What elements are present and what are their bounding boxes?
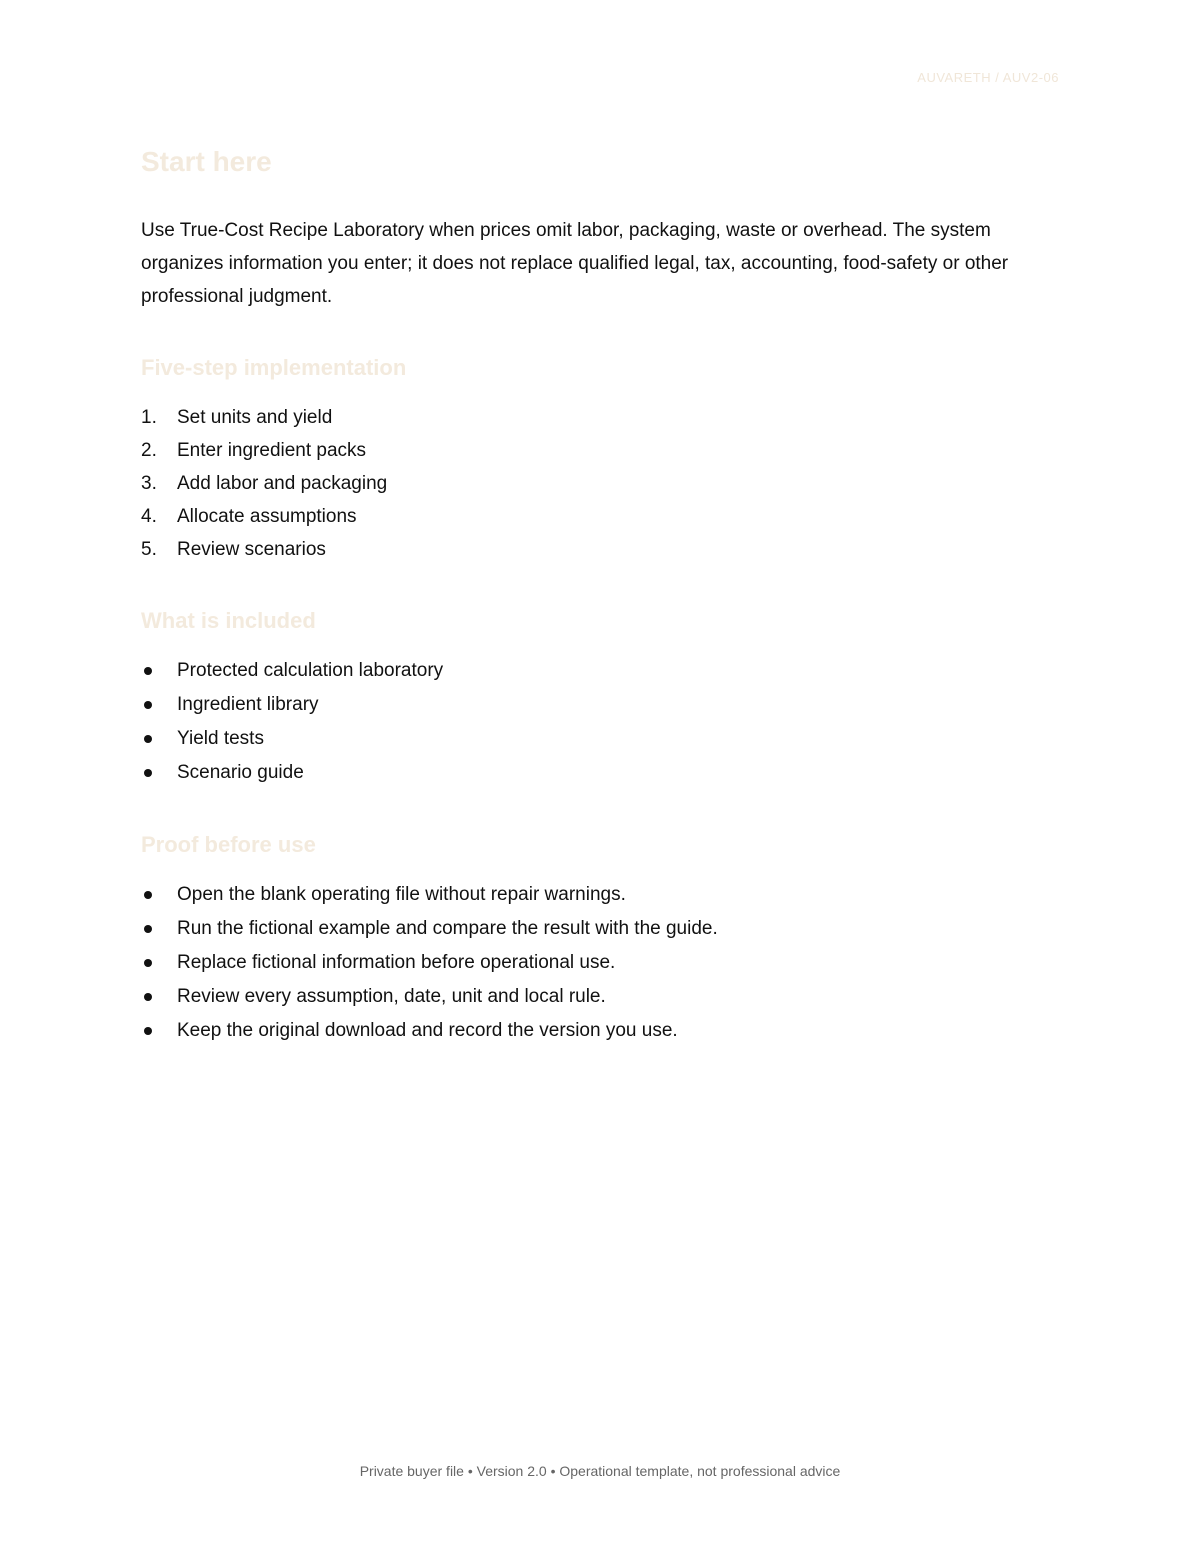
intro-paragraph: Use True-Cost Recipe Laboratory when prices omit labor, packaging, waste or overhead. The system organizes information you enter; it does not replace qualified legal, tax, accounting, food-safety or other professional judgment. [141, 220, 1009, 307]
step-item [141, 401, 1061, 434]
proof-text: Review every assumption, date, unit and local rule. [177, 986, 606, 1007]
bullet-icon [144, 1027, 152, 1035]
proof-text: Run the fictional example and compare the result with the guide. [177, 918, 718, 939]
included-text: Yield tests [177, 728, 264, 749]
proof-text: Replace fictional information before operational use. [177, 952, 616, 973]
included-item [141, 688, 1061, 722]
step-item [141, 467, 1061, 500]
bullet-icon [144, 993, 152, 1001]
bullet-icon [144, 925, 152, 933]
proof-heading: Proof before use [141, 832, 316, 857]
bullet-icon [144, 701, 152, 709]
proof-list [141, 878, 1061, 1048]
step-text: Set units and yield [177, 407, 333, 428]
proof-item [141, 980, 1061, 1014]
included-heading: What is included [141, 608, 316, 633]
page-title: Start here [141, 146, 272, 177]
bullet-icon [144, 769, 152, 777]
step-text: Allocate assumptions [177, 506, 357, 527]
step-number: 5. [141, 539, 157, 560]
step-text: Add labor and packaging [177, 473, 388, 494]
step-item [141, 533, 1061, 566]
step-number: 1. [141, 407, 157, 428]
step-number: 3. [141, 473, 157, 494]
page-footer: Private buyer file • Version 2.0 • Operational template, not professional advice [359, 1463, 841, 1479]
included-item [141, 654, 1061, 688]
proof-item [141, 946, 1061, 980]
proof-text: Keep the original download and record the version you use. [177, 1020, 678, 1041]
included-text: Ingredient library [177, 694, 319, 715]
document-body [141, 140, 1061, 1088]
proof-item [141, 878, 1061, 912]
step-text: Enter ingredient packs [177, 440, 367, 461]
included-text: Protected calculation laboratory [177, 660, 444, 681]
included-text: Scenario guide [177, 762, 304, 783]
document-reference: AUVARETH / AUV2-06 [917, 70, 1059, 85]
step-number: 4. [141, 506, 157, 527]
step-text: Review scenarios [177, 539, 326, 560]
included-item [141, 756, 1061, 790]
bullet-icon [144, 735, 152, 743]
step-item [141, 434, 1061, 467]
step-item [141, 500, 1061, 533]
step-number: 2. [141, 440, 157, 461]
included-list [141, 654, 1061, 790]
bullet-icon [144, 891, 152, 899]
bullet-icon [144, 667, 152, 675]
proof-item [141, 1014, 1061, 1048]
included-item [141, 722, 1061, 756]
steps-list [141, 401, 1061, 566]
bullet-icon [144, 959, 152, 967]
proof-item [141, 912, 1061, 946]
steps-heading: Five-step implementation [141, 355, 407, 380]
proof-text: Open the blank operating file without repair warnings. [177, 884, 626, 905]
